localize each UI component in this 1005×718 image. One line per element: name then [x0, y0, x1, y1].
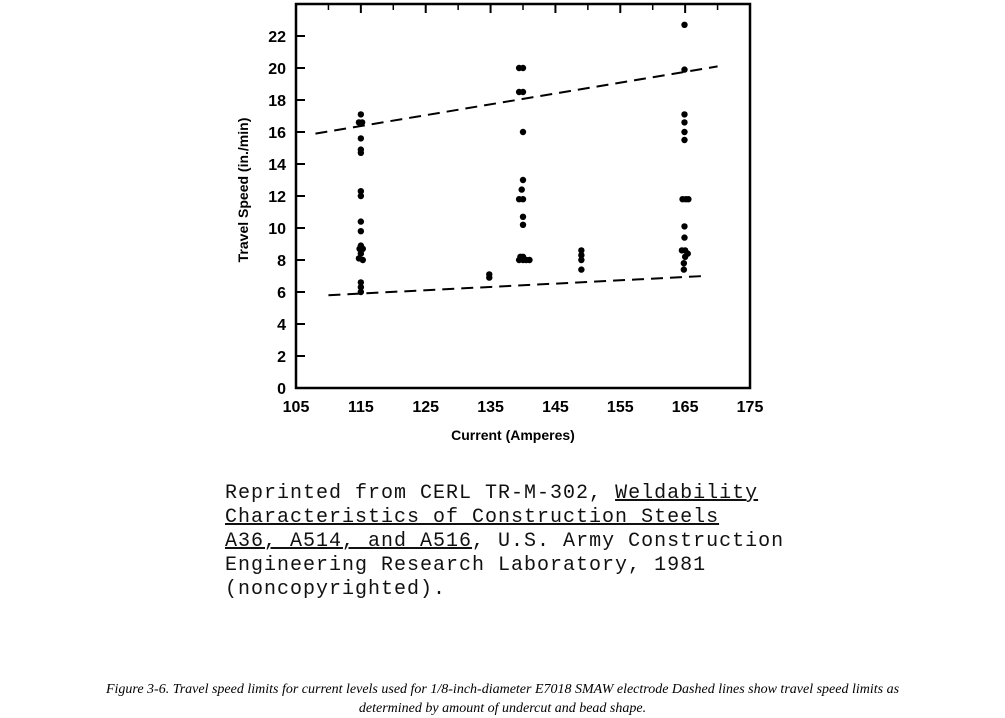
- data-point: [520, 177, 526, 183]
- data-point: [358, 228, 364, 234]
- x-tick-label: 125: [412, 399, 440, 416]
- x-tick-label: 145: [542, 399, 569, 416]
- y-tick-label: 22: [268, 29, 286, 46]
- data-point: [682, 254, 688, 260]
- data-point: [486, 274, 492, 280]
- data-point: [526, 257, 532, 263]
- caption-line-1: Figure 3-6. Travel speed limits for current levels used for 1/8-inch-diameter E7018 SMAW electrode Dashed lines show travel speed limits as: [105, 682, 900, 697]
- data-point: [358, 218, 364, 224]
- x-tick-label: 105: [282, 399, 310, 416]
- data-point: [358, 289, 364, 295]
- y-tick-label: 0: [277, 381, 286, 398]
- data-point: [358, 111, 364, 117]
- data-point: [360, 257, 366, 263]
- figure-caption: [0, 680, 1005, 718]
- x-tick-label: 165: [671, 399, 699, 416]
- data-point: [681, 119, 687, 125]
- x-tick-label: 175: [736, 399, 764, 416]
- data-point: [681, 66, 687, 72]
- y-tick-label: 8: [277, 253, 286, 270]
- data-point: [681, 260, 687, 266]
- data-point: [358, 135, 364, 141]
- reprint-title-3: A36, A514, and A516: [225, 530, 473, 553]
- data-point: [520, 196, 526, 202]
- reprint-line5: (noncopyrighted).: [225, 578, 447, 601]
- reprint-prefix: Reprinted from CERL TR-M-302,: [225, 482, 616, 505]
- y-tick-label: 14: [268, 157, 286, 174]
- y-axis-title: Travel Speed (in./min): [235, 117, 251, 263]
- data-point: [681, 234, 687, 240]
- data-point: [520, 214, 526, 220]
- y-tick-label: 20: [268, 61, 286, 78]
- x-axis-title: Current (Amperes): [451, 427, 575, 443]
- data-point: [681, 129, 687, 135]
- y-tick-label: 2: [277, 349, 286, 366]
- y-tick-label: 12: [268, 189, 286, 206]
- x-tick-label: 135: [477, 399, 504, 416]
- data-point: [685, 196, 691, 202]
- data-points: [356, 22, 692, 296]
- data-point: [520, 89, 526, 95]
- reprint-title-1: Weldability: [615, 482, 759, 505]
- y-axis: [268, 29, 305, 398]
- x-tick-label: 115: [347, 399, 374, 416]
- data-point: [681, 22, 687, 28]
- reprint-line3-rest: , U.S. Army Construction: [472, 530, 785, 553]
- data-point: [578, 266, 584, 272]
- data-point: [681, 111, 687, 117]
- limit-line: [328, 276, 704, 295]
- y-tick-label: 18: [268, 93, 286, 110]
- reprint-line4: Engineering Research Laboratory, 1981: [225, 554, 707, 577]
- x-tick-label: 155: [606, 399, 634, 416]
- reprint-note: [225, 482, 784, 602]
- y-tick-label: 16: [268, 125, 286, 142]
- y-tick-label: 6: [277, 285, 286, 302]
- y-tick-label: 4: [277, 317, 286, 334]
- caption-line-2: determined by amount of undercut and bead shape.: [358, 701, 647, 716]
- data-point: [578, 257, 584, 263]
- data-point: [520, 65, 526, 71]
- data-point: [681, 223, 687, 229]
- data-point: [681, 137, 687, 143]
- y-tick-label: 10: [268, 221, 286, 238]
- data-point: [519, 186, 525, 192]
- data-point: [681, 266, 687, 272]
- data-point: [358, 150, 364, 156]
- data-point: [520, 222, 526, 228]
- data-point: [359, 119, 365, 125]
- data-point: [520, 129, 526, 135]
- limit-line: [315, 66, 717, 133]
- data-point: [358, 193, 364, 199]
- reprint-title-2: Characteristics of Construction Steels: [225, 506, 720, 529]
